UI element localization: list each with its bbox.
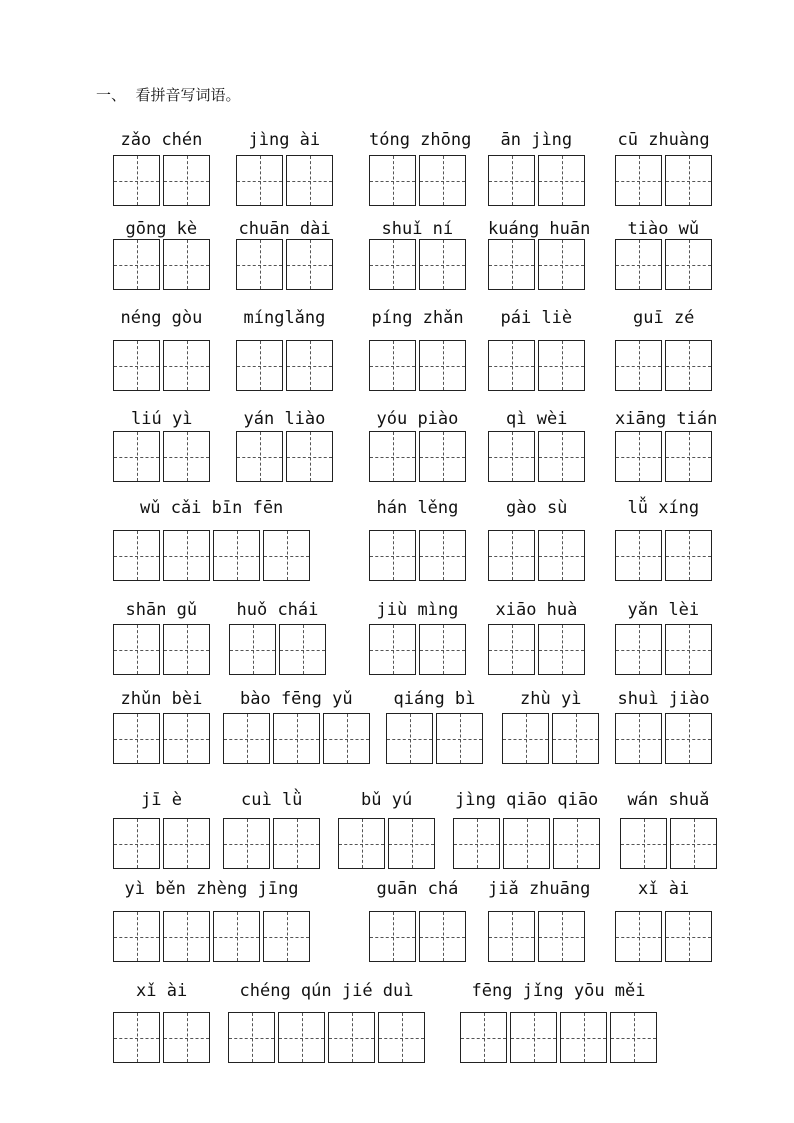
- writing-boxes: [488, 431, 585, 482]
- writing-box[interactable]: [553, 818, 600, 869]
- writing-box[interactable]: [163, 239, 210, 290]
- pinyin-label: wán shuǎ: [627, 790, 710, 810]
- writing-box[interactable]: [419, 911, 466, 962]
- writing-box[interactable]: [369, 911, 416, 962]
- writing-box[interactable]: [615, 155, 662, 206]
- pinyin-label: xǐ ài: [638, 879, 690, 899]
- writing-box[interactable]: [369, 340, 416, 391]
- pinyin-label: gào sù: [506, 498, 568, 518]
- pinyin-label: zhù yì: [520, 689, 582, 709]
- writing-box[interactable]: [419, 431, 466, 482]
- writing-boxes: [453, 818, 600, 869]
- writing-box[interactable]: [538, 340, 585, 391]
- writing-box[interactable]: [615, 911, 662, 962]
- writing-boxes: [113, 713, 210, 764]
- writing-box[interactable]: [538, 155, 585, 206]
- writing-box[interactable]: [113, 713, 160, 764]
- pinyin-label: zhǔn bèi: [120, 689, 203, 709]
- writing-box[interactable]: [460, 1012, 507, 1063]
- pinyin-label: wǔ cǎi bīn fēn: [140, 498, 284, 518]
- pinyin-label: hán lěng: [376, 498, 459, 518]
- writing-box[interactable]: [369, 530, 416, 581]
- pinyin-label: ān jìng: [500, 130, 573, 150]
- writing-boxes: [488, 624, 585, 675]
- writing-box[interactable]: [665, 239, 712, 290]
- writing-box[interactable]: [113, 431, 160, 482]
- writing-box[interactable]: [665, 713, 712, 764]
- writing-box[interactable]: [369, 431, 416, 482]
- pinyin-label: shān gǔ: [125, 600, 198, 620]
- writing-boxes: [236, 155, 333, 206]
- pinyin-label: jìng ài: [248, 130, 321, 150]
- writing-box[interactable]: [113, 340, 160, 391]
- writing-boxes: [488, 340, 585, 391]
- writing-box[interactable]: [163, 530, 210, 581]
- writing-boxes: [369, 530, 466, 581]
- writing-boxes: [113, 624, 210, 675]
- writing-box[interactable]: [419, 530, 466, 581]
- writing-box[interactable]: [163, 340, 210, 391]
- writing-box[interactable]: [488, 431, 535, 482]
- writing-box[interactable]: [615, 624, 662, 675]
- writing-box[interactable]: [286, 340, 333, 391]
- writing-box[interactable]: [665, 530, 712, 581]
- writing-box[interactable]: [113, 1012, 160, 1063]
- pinyin-label: tóng zhōng: [369, 130, 472, 150]
- pinyin-label: liú yì: [131, 409, 193, 429]
- writing-box[interactable]: [386, 713, 433, 764]
- writing-box[interactable]: [419, 624, 466, 675]
- pinyin-label: cū zhuàng: [617, 130, 710, 150]
- pinyin-label: chéng qún jié duì: [239, 981, 414, 1001]
- writing-box[interactable]: [560, 1012, 607, 1063]
- writing-box[interactable]: [538, 431, 585, 482]
- writing-boxes: [502, 713, 599, 764]
- writing-boxes: [236, 340, 333, 391]
- writing-box[interactable]: [510, 1012, 557, 1063]
- writing-boxes: [369, 624, 466, 675]
- writing-box[interactable]: [538, 530, 585, 581]
- writing-box[interactable]: [163, 818, 210, 869]
- pinyin-label: xiāo huà: [495, 600, 578, 620]
- writing-box[interactable]: [369, 239, 416, 290]
- writing-box[interactable]: [113, 624, 160, 675]
- writing-boxes: [113, 155, 210, 206]
- pinyin-label: tiào wǔ: [627, 219, 700, 239]
- pinyin-label: guī zé: [633, 308, 695, 328]
- writing-box[interactable]: [419, 155, 466, 206]
- writing-box[interactable]: [419, 340, 466, 391]
- pinyin-label: pái liè: [500, 308, 573, 328]
- pinyin-label: shuǐ ní: [381, 219, 454, 239]
- writing-boxes: [236, 239, 333, 290]
- writing-box[interactable]: [229, 624, 276, 675]
- writing-boxes: [620, 818, 717, 869]
- writing-box[interactable]: [503, 818, 550, 869]
- writing-box[interactable]: [163, 911, 210, 962]
- writing-box[interactable]: [615, 530, 662, 581]
- writing-box[interactable]: [538, 239, 585, 290]
- pinyin-label: kuáng huān: [488, 219, 591, 239]
- writing-boxes: [113, 911, 310, 962]
- writing-boxes: [615, 624, 712, 675]
- pinyin-label: yóu piào: [376, 409, 459, 429]
- writing-box[interactable]: [488, 530, 535, 581]
- writing-box[interactable]: [453, 818, 500, 869]
- writing-box[interactable]: [163, 713, 210, 764]
- writing-boxes: [369, 239, 466, 290]
- writing-boxes: [223, 818, 320, 869]
- writing-boxes: [113, 239, 210, 290]
- writing-boxes: [615, 713, 712, 764]
- writing-box[interactable]: [286, 431, 333, 482]
- pinyin-label: jiǎ zhuāng: [488, 879, 591, 899]
- pinyin-label: yì běn zhèng jīng: [124, 879, 299, 899]
- pinyin-label: lǚ xíng: [627, 498, 700, 518]
- writing-box[interactable]: [113, 530, 160, 581]
- writing-box[interactable]: [278, 1012, 325, 1063]
- writing-box[interactable]: [488, 239, 535, 290]
- writing-boxes: [460, 1012, 657, 1063]
- writing-box[interactable]: [665, 431, 712, 482]
- writing-boxes: [113, 818, 210, 869]
- writing-box[interactable]: [620, 818, 667, 869]
- writing-boxes: [615, 431, 712, 482]
- writing-box[interactable]: [436, 713, 483, 764]
- pinyin-label: píng zhǎn: [371, 308, 464, 328]
- writing-box[interactable]: [665, 155, 712, 206]
- writing-box[interactable]: [488, 155, 535, 206]
- writing-box[interactable]: [538, 624, 585, 675]
- pinyin-label: jiù mìng: [376, 600, 459, 620]
- writing-box[interactable]: [113, 911, 160, 962]
- pinyin-label: yán liào: [243, 409, 326, 429]
- writing-boxes: [369, 911, 466, 962]
- writing-box[interactable]: [665, 340, 712, 391]
- writing-box[interactable]: [665, 911, 712, 962]
- writing-box[interactable]: [273, 818, 320, 869]
- pinyin-label: qiáng bì: [393, 689, 476, 709]
- writing-box[interactable]: [286, 155, 333, 206]
- section-title: 一、 看拼音写词语。: [96, 86, 241, 104]
- writing-boxes: [236, 431, 333, 482]
- writing-box[interactable]: [113, 818, 160, 869]
- writing-box[interactable]: [538, 911, 585, 962]
- writing-box[interactable]: [615, 239, 662, 290]
- writing-box[interactable]: [419, 239, 466, 290]
- writing-boxes: [615, 239, 712, 290]
- writing-box[interactable]: [223, 818, 270, 869]
- pinyin-label: jìng qiāo qiāo: [455, 790, 599, 810]
- writing-boxes: [386, 713, 483, 764]
- writing-boxes: [488, 155, 585, 206]
- writing-box[interactable]: [263, 530, 310, 581]
- writing-box[interactable]: [615, 713, 662, 764]
- writing-boxes: [223, 713, 370, 764]
- writing-box[interactable]: [670, 818, 717, 869]
- writing-box[interactable]: [213, 530, 260, 581]
- writing-box[interactable]: [488, 624, 535, 675]
- writing-box[interactable]: [610, 1012, 657, 1063]
- writing-boxes: [488, 911, 585, 962]
- writing-box[interactable]: [388, 818, 435, 869]
- pinyin-label: huǒ chái: [236, 600, 319, 620]
- pinyin-label: shuì jiào: [617, 689, 710, 709]
- pinyin-label: yǎn lèi: [627, 600, 700, 620]
- writing-box[interactable]: [263, 911, 310, 962]
- writing-box[interactable]: [552, 713, 599, 764]
- writing-boxes: [615, 155, 712, 206]
- writing-box[interactable]: [615, 431, 662, 482]
- writing-boxes: [615, 911, 712, 962]
- pinyin-label: cuì lǜ: [241, 790, 303, 810]
- pinyin-label: mínglǎng: [243, 308, 326, 328]
- writing-box[interactable]: [213, 911, 260, 962]
- writing-boxes: [615, 340, 712, 391]
- writing-box[interactable]: [236, 155, 283, 206]
- pinyin-label: xiāng tián: [615, 409, 718, 429]
- writing-box[interactable]: [323, 713, 370, 764]
- writing-box[interactable]: [236, 340, 283, 391]
- pinyin-label: jī è: [141, 790, 182, 810]
- pinyin-label: guān chá: [376, 879, 459, 899]
- writing-box[interactable]: [113, 239, 160, 290]
- writing-box[interactable]: [488, 911, 535, 962]
- pinyin-label: gōng kè: [125, 219, 198, 239]
- writing-box[interactable]: [273, 713, 320, 764]
- pinyin-label: qì wèi: [506, 409, 568, 429]
- writing-boxes: [228, 1012, 425, 1063]
- writing-boxes: [113, 340, 210, 391]
- writing-boxes: [369, 340, 466, 391]
- writing-box[interactable]: [502, 713, 549, 764]
- writing-boxes: [488, 239, 585, 290]
- writing-box[interactable]: [338, 818, 385, 869]
- writing-box[interactable]: [163, 155, 210, 206]
- writing-boxes: [615, 530, 712, 581]
- writing-box[interactable]: [378, 1012, 425, 1063]
- pinyin-label: zǎo chén: [120, 130, 203, 150]
- writing-box[interactable]: [328, 1012, 375, 1063]
- writing-box[interactable]: [286, 239, 333, 290]
- writing-box[interactable]: [228, 1012, 275, 1063]
- pinyin-label: fēng jǐng yōu měi: [471, 981, 646, 1001]
- writing-box[interactable]: [369, 624, 416, 675]
- writing-box[interactable]: [163, 1012, 210, 1063]
- writing-box[interactable]: [163, 624, 210, 675]
- pinyin-label: bào fēng yǔ: [240, 689, 353, 709]
- writing-boxes: [369, 431, 466, 482]
- writing-box[interactable]: [369, 155, 416, 206]
- writing-box[interactable]: [615, 340, 662, 391]
- writing-box[interactable]: [665, 624, 712, 675]
- writing-box[interactable]: [223, 713, 270, 764]
- writing-boxes: [338, 818, 435, 869]
- pinyin-label: xǐ ài: [136, 981, 188, 1001]
- writing-box[interactable]: [236, 431, 283, 482]
- writing-boxes: [113, 1012, 210, 1063]
- writing-boxes: [229, 624, 326, 675]
- pinyin-label: chuān dài: [238, 219, 331, 239]
- pinyin-label: bǔ yú: [361, 790, 413, 810]
- writing-box[interactable]: [488, 340, 535, 391]
- writing-boxes: [113, 431, 210, 482]
- writing-boxes: [488, 530, 585, 581]
- writing-box[interactable]: [236, 239, 283, 290]
- writing-boxes: [369, 155, 466, 206]
- writing-box[interactable]: [279, 624, 326, 675]
- writing-box[interactable]: [163, 431, 210, 482]
- writing-boxes: [113, 530, 310, 581]
- pinyin-label: néng gòu: [120, 308, 203, 328]
- writing-box[interactable]: [113, 155, 160, 206]
